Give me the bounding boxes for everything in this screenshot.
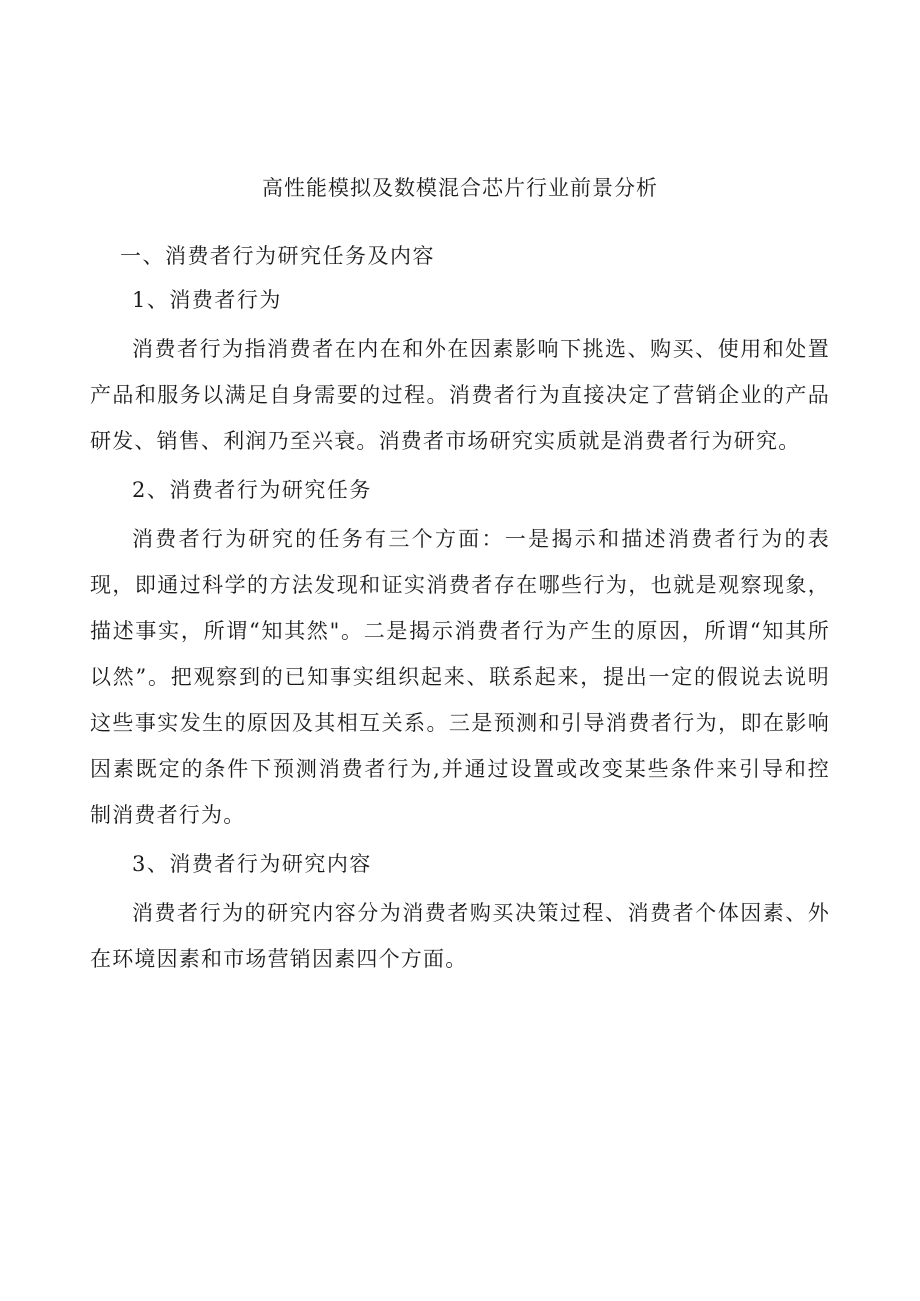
document-title: 高性能模拟及数模混合芯片行业前景分析 — [262, 176, 658, 200]
paragraph-2: 消费者行为研究的任务有三个方面：一是揭示和描述消费者行为的表现，即通过科学的方法发现和证实消费者存在哪些行为，也就是观察现象，描述事实，所谓“知其然"。二是揭示消费者行为产生的原因，所谓“知其所以然”。把观察到的已知事实组织起来、联系起来，提出一定的假说去说明这些事实发生的原因及其相互关系。三是预测和引导消费者行为，即在影响因素既定的条件下预测消费者行为,并通过设置或改变某些条件来引导和控制消费者行为。 — [90, 527, 830, 827]
document-body — [90, 240, 830, 992]
subsection-heading-2: 2、消费者行为研究任务 — [132, 478, 372, 502]
subsection-heading-1: 1、消费者行为 — [132, 288, 282, 312]
subsection-heading-3: 3、消费者行为研究内容 — [132, 852, 372, 876]
paragraph-3: 消费者行为的研究内容分为消费者购买决策过程、消费者个体因素、外在环境因素和市场营销因素四个方面。 — [90, 901, 830, 971]
section-heading: 一、消费者行为研究任务及内容 — [120, 244, 435, 268]
paragraph-1: 消费者行为指消费者在内在和外在因素影响下挑选、购买、使用和处置产品和服务以满足自身需要的过程。消费者行为直接决定了营销企业的产品研发、销售、利润乃至兴衰。消费者市场研究实质就是消费者行为研究。 — [90, 337, 830, 453]
